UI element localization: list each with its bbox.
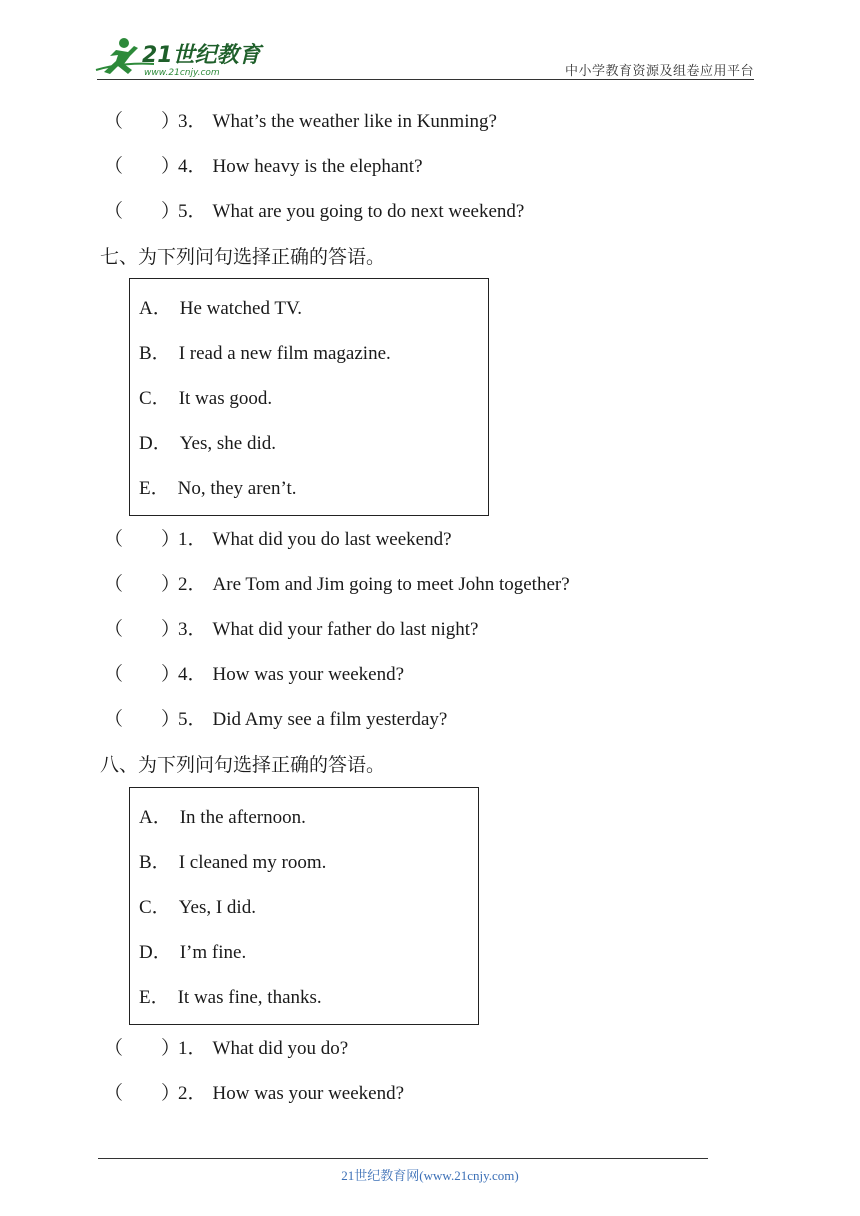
answer-blank[interactable]: （ ） — [104, 574, 181, 595]
option-letter: A． — [139, 807, 172, 828]
question-line — [104, 200, 524, 224]
option-text: I cleaned my room. — [178, 852, 327, 873]
answer-blank[interactable]: （ ） — [104, 619, 181, 640]
question-line — [104, 1082, 404, 1106]
question-number: 1． — [178, 1038, 207, 1059]
question-text: What did you do? — [212, 1038, 349, 1059]
platform-name: 中小学教育资源及组卷应用平台 — [564, 64, 754, 79]
option-letter: D． — [139, 433, 172, 454]
options-box — [129, 787, 479, 1025]
question-number: 4． — [178, 664, 207, 685]
answer-blank[interactable]: （ ） — [104, 1038, 181, 1059]
question-number: 2． — [178, 1083, 207, 1104]
option-letter: C． — [139, 388, 171, 409]
option-item — [139, 477, 297, 501]
footer-divider — [98, 1158, 708, 1159]
option-text: I’m fine. — [179, 942, 247, 963]
option-letter: E． — [139, 478, 170, 499]
question-line — [104, 110, 497, 134]
question-text: How was your weekend? — [212, 664, 405, 685]
option-letter: B． — [139, 852, 171, 873]
question-line — [104, 155, 423, 179]
section-heading: 八、为下列问句选择正确的答语。 — [100, 754, 386, 776]
option-text: Yes, she did. — [179, 433, 276, 454]
question-text: How heavy is the elephant? — [212, 156, 423, 177]
answer-blank[interactable]: （ ） — [104, 111, 181, 132]
option-letter: D． — [139, 942, 172, 963]
question-line — [104, 573, 570, 597]
question-number: 5． — [178, 201, 207, 222]
question-text: Did Amy see a film yesterday? — [212, 709, 448, 730]
option-text: He watched TV. — [179, 298, 302, 319]
option-item — [139, 432, 276, 456]
question-number: 4． — [178, 156, 207, 177]
option-item — [139, 297, 302, 321]
option-letter: C． — [139, 897, 171, 918]
option-letter: B． — [139, 343, 171, 364]
question-number: 3． — [178, 111, 207, 132]
question-line — [104, 663, 404, 687]
option-item — [139, 941, 246, 965]
answer-blank[interactable]: （ ） — [104, 664, 181, 685]
answer-blank[interactable]: （ ） — [104, 709, 181, 730]
option-text: Yes, I did. — [178, 897, 256, 918]
option-item — [139, 986, 322, 1010]
logo-url: www.21cnjy.com — [144, 68, 220, 78]
option-text: It was good. — [178, 388, 273, 409]
site-logo — [94, 34, 264, 78]
question-line — [104, 618, 478, 642]
question-number: 5． — [178, 709, 207, 730]
question-text: What did your father do last night? — [212, 619, 479, 640]
logo-text: 21世纪教育 — [142, 43, 261, 68]
question-text: Are Tom and Jim going to meet John together? — [212, 574, 570, 595]
question-number: 3． — [178, 619, 207, 640]
option-letter: A． — [139, 298, 172, 319]
question-text: What did you do last weekend? — [212, 529, 452, 550]
answer-blank[interactable]: （ ） — [104, 1083, 181, 1104]
header-divider — [97, 79, 754, 80]
answer-blank[interactable]: （ ） — [104, 529, 181, 550]
option-letter: E． — [139, 987, 170, 1008]
option-item — [139, 851, 326, 875]
option-item — [139, 342, 391, 366]
question-line — [104, 528, 452, 552]
question-line — [104, 1037, 348, 1061]
option-text: No, they aren’t. — [177, 478, 297, 499]
options-box — [129, 278, 489, 516]
footer-link[interactable]: 21世纪教育网(www.21cnjy.com) — [341, 1168, 519, 1183]
question-number: 2． — [178, 574, 207, 595]
question-line — [104, 708, 447, 732]
section-heading: 七、为下列问句选择正确的答语。 — [100, 246, 386, 268]
question-text: What are you going to do next weekend? — [212, 201, 525, 222]
answer-blank[interactable]: （ ） — [104, 201, 181, 222]
question-number: 1． — [178, 529, 207, 550]
option-text: I read a new film magazine. — [178, 343, 391, 364]
option-text: In the afternoon. — [179, 807, 306, 828]
option-item — [139, 806, 306, 830]
question-text: How was your weekend? — [212, 1083, 405, 1104]
answer-blank[interactable]: （ ） — [104, 156, 181, 177]
question-text: What’s the weather like in Kunming? — [212, 111, 497, 132]
option-text: It was fine, thanks. — [177, 987, 322, 1008]
option-item — [139, 387, 272, 411]
option-item — [139, 896, 256, 920]
